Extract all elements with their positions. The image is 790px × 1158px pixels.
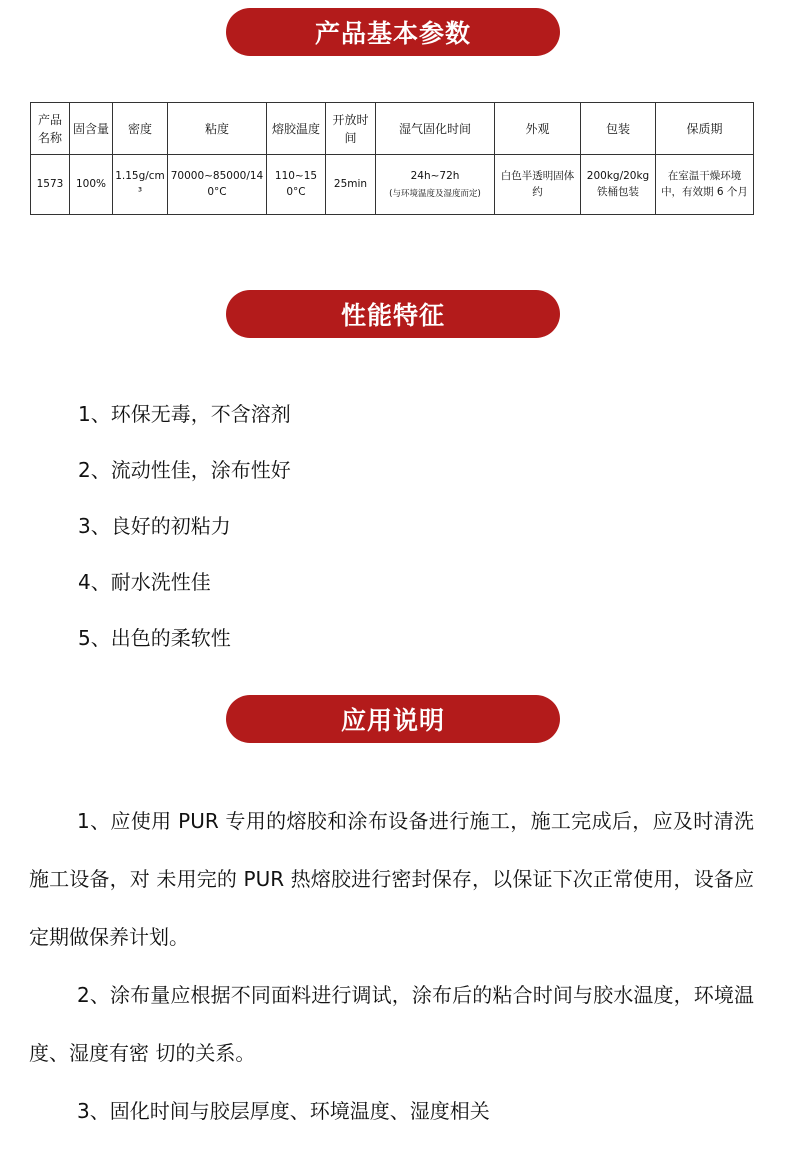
cure-time-note: (与环境温度及湿度而定) bbox=[389, 188, 481, 199]
section-title-usage: 应用说明 bbox=[226, 695, 560, 743]
spec-table bbox=[30, 102, 754, 215]
usage-paragraph: 3、固化时间与胶层厚度、环境温度、湿度相关 bbox=[77, 1099, 490, 1123]
cell-packaging: 200kg/20kg 铁桶包装 bbox=[581, 155, 656, 215]
usage-paragraph: 1、应使用 PUR 专用的熔胶和涂布设备进行施工，施工完成后，应及时清洗施工设备，对 未用完的 PUR 热熔胶进行密封保存，以保证下次正常使用，设备应定期做保养计划。 bbox=[29, 809, 754, 949]
section-title-features: 性能特征 bbox=[226, 290, 560, 338]
cell-appearance: 白色半透明固体约 bbox=[495, 155, 581, 215]
cure-time-value: 24h~72h bbox=[410, 169, 460, 182]
header-cell: 湿气固化时间 bbox=[376, 103, 495, 155]
cell-shelf-life: 在室温干燥环境中，有效期 6 个月 bbox=[656, 155, 754, 215]
cell-cure-time bbox=[376, 155, 495, 215]
table-header-row bbox=[31, 103, 754, 155]
feature-item: 5、出色的柔软性 bbox=[78, 626, 231, 650]
cell-solid: 100% bbox=[70, 155, 113, 215]
cell-name: 1573 bbox=[31, 155, 70, 215]
table-row bbox=[31, 155, 754, 215]
cell-melt-temp: 110~150°C bbox=[267, 155, 326, 215]
header-cell: 熔胶温度 bbox=[267, 103, 326, 155]
feature-item: 3、良好的初粘力 bbox=[78, 514, 231, 538]
header-cell: 保质期 bbox=[656, 103, 754, 155]
cell-open-time: 25min bbox=[326, 155, 376, 215]
header-cell: 开放时间 bbox=[326, 103, 376, 155]
header-cell: 包装 bbox=[581, 103, 656, 155]
feature-item: 4、耐水洗性佳 bbox=[78, 570, 211, 594]
feature-item: 2、流动性佳，涂布性好 bbox=[78, 458, 291, 482]
cell-viscosity: 70000~85000/140°C bbox=[168, 155, 267, 215]
header-cell: 粘度 bbox=[168, 103, 267, 155]
header-cell: 产品名称 bbox=[31, 103, 70, 155]
section-title-params: 产品基本参数 bbox=[226, 8, 560, 56]
cell-density: 1.15g/cm³ bbox=[113, 155, 168, 215]
header-cell: 密度 bbox=[113, 103, 168, 155]
usage-paragraph: 2、涂布量应根据不同面料进行调试，涂布后的粘合时间与胶水温度，环境温度、湿度有密 切的关系。 bbox=[29, 983, 754, 1065]
header-cell: 外观 bbox=[495, 103, 581, 155]
header-cell: 固含量 bbox=[70, 103, 113, 155]
feature-item: 1、环保无毒，不含溶剂 bbox=[78, 402, 291, 426]
